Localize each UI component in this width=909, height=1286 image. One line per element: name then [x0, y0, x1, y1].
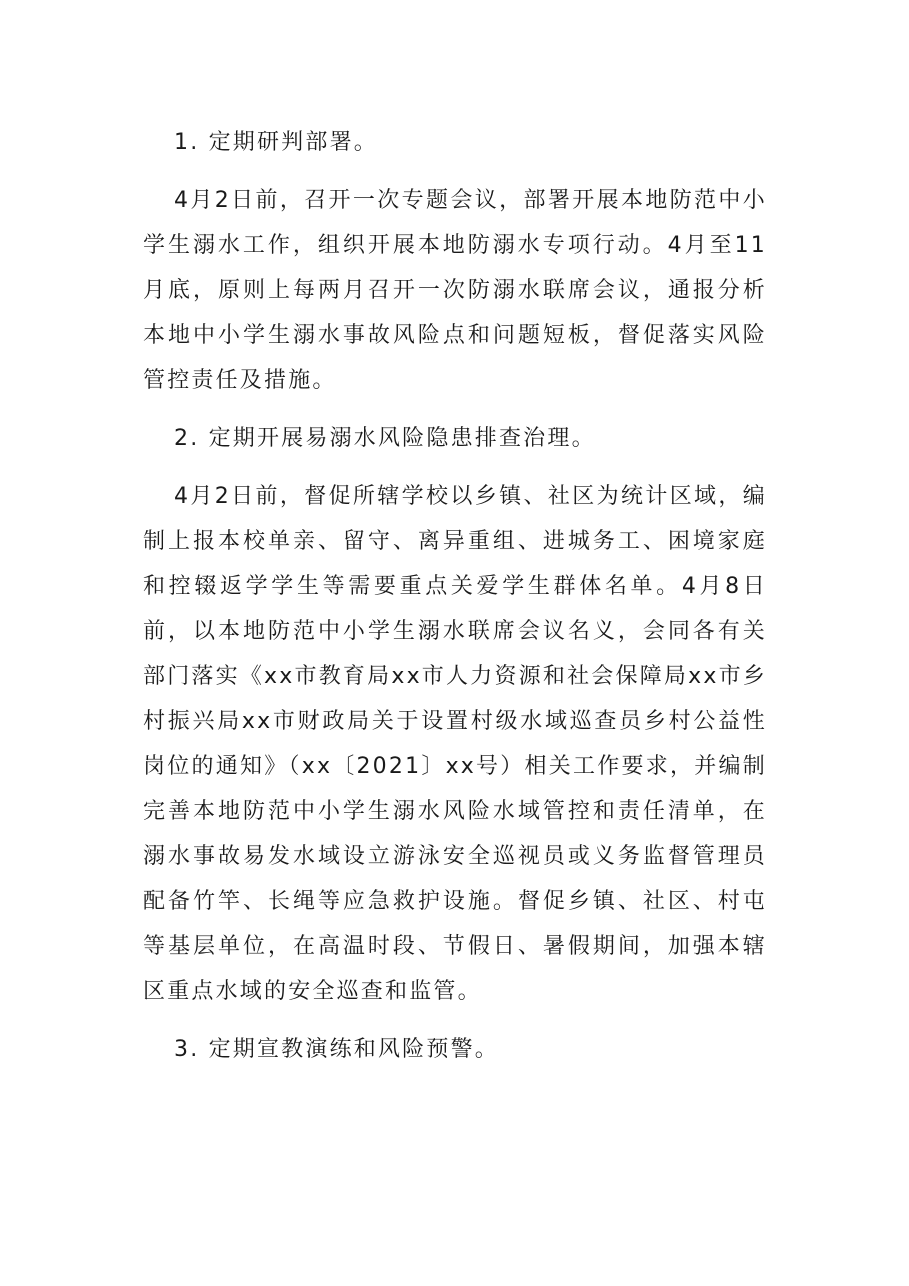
document-body	[143, 120, 767, 1085]
body-paragraph-2: 4月2日前，督促所辖学校以乡镇、社区为统计区域，编制上报本校单亲、留守、离异重组、进城务工、困境家庭和控辍返学学生等需要重点关爱学生群体名单。4月8日前，以本地防范中小学生溺水联席会议名义，会同各有关部门落实《xx市教育局xx市人力资源和社会保障局xx市乡村振兴局xx市财政局关于设置村级水域巡查员乡村公益性岗位的通知》（xx〔2021〕xx号）相关工作要求，并编制完善本地防范中小学生溺水风险水域管控和责任清单，在溺水事故易发水域设立游泳安全巡视员或义务监督管理员配备竹竿、长绳等应急救护设施。督促乡镇、社区、村屯等基层单位，在高温时段、节假日、暑假期间，加强本辖区重点水域的安全巡查和监管。	[143, 484, 767, 1004]
section-heading-2: 2. 定期开展易溺水风险隐患排查治理。	[174, 426, 596, 451]
section-heading-1: 1. 定期研判部署。	[174, 130, 378, 155]
body-paragraph-1: 4月2日前，召开一次专题会议，部署开展本地防范中小学生溺水工作，组织开展本地防溺水专项行动。4月至11月底，原则上每两月召开一次防溺水联席会议，通报分析本地中小学生溺水事故风险点和问题短板，督促落实风险管控责任及措施。	[143, 188, 767, 393]
section-heading-3: 3. 定期宣教演练和风险预警。	[174, 1037, 499, 1062]
